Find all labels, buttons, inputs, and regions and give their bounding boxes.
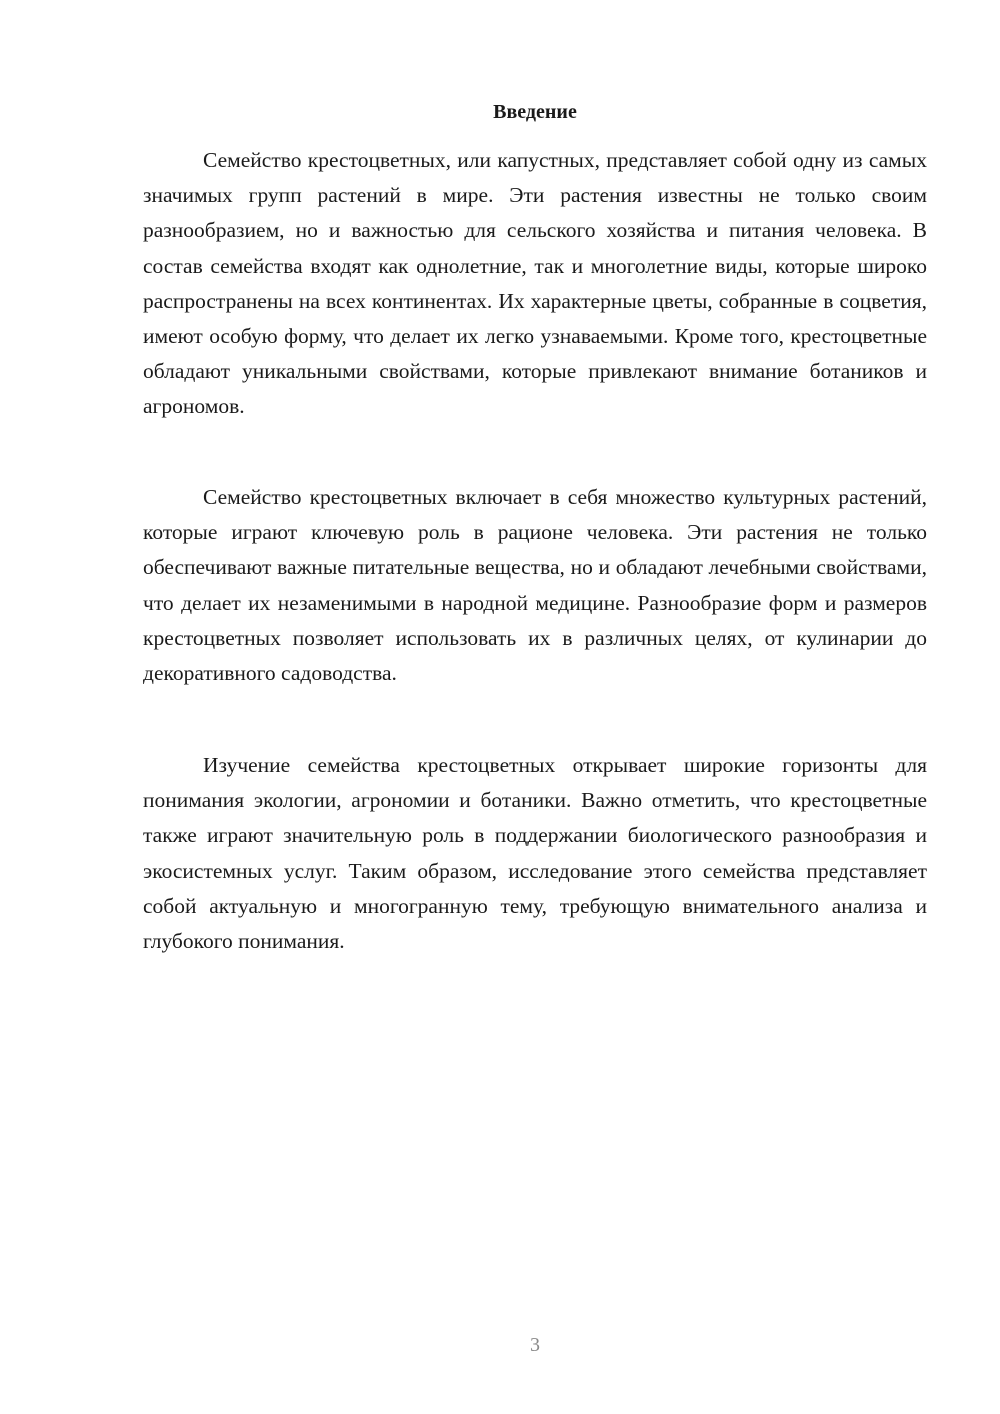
paragraph-cultivated-plants: Семейство крестоцветных включает в себя множество культурных растений, которые играют ключевую роль в рационе человека. Эти растения не только обеспечивают важные питательные вещества, но и обладают лечебными свойствами, что делает их незаменимыми в народной медицине. Разнообразие форм и размеров крестоцветных позволяет использовать их в различных целях, от кулинарии до декоративного садоводства.	[143, 485, 927, 686]
section-heading: Введение	[493, 101, 577, 123]
page-number: 3	[530, 1334, 540, 1356]
paragraph-intro: Семейство крестоцветных, или капустных, представляет собой одну из самых значимых групп растений в мире. Эти растения известны не только своим разнообразием, но и важностью для сельского хозяйства и питания человека. В состав семейства входят как однолетние, так и многолетние виды, которые широко распространены на всех континентах. Их характерные цветы, собранные в соцветия, имеют особую форму, что делает их легко узнаваемыми. Кроме того, крестоцветные обладают уникальными свойствами, которые привлекают внимание ботаников и агрономов.	[143, 148, 927, 419]
paragraph-study-significance: Изучение семейства крестоцветных открывает широкие горизонты для понимания экологии, агрономии и ботаники. Важно отметить, что крестоцветные также играют значительную роль в поддержании биологического разнообразия и экосистемных услуг. Таким образом, исследование этого семейства представляет собой актуальную и многогранную тему, требующую внимательного анализа и глубокого понимания.	[143, 753, 927, 954]
